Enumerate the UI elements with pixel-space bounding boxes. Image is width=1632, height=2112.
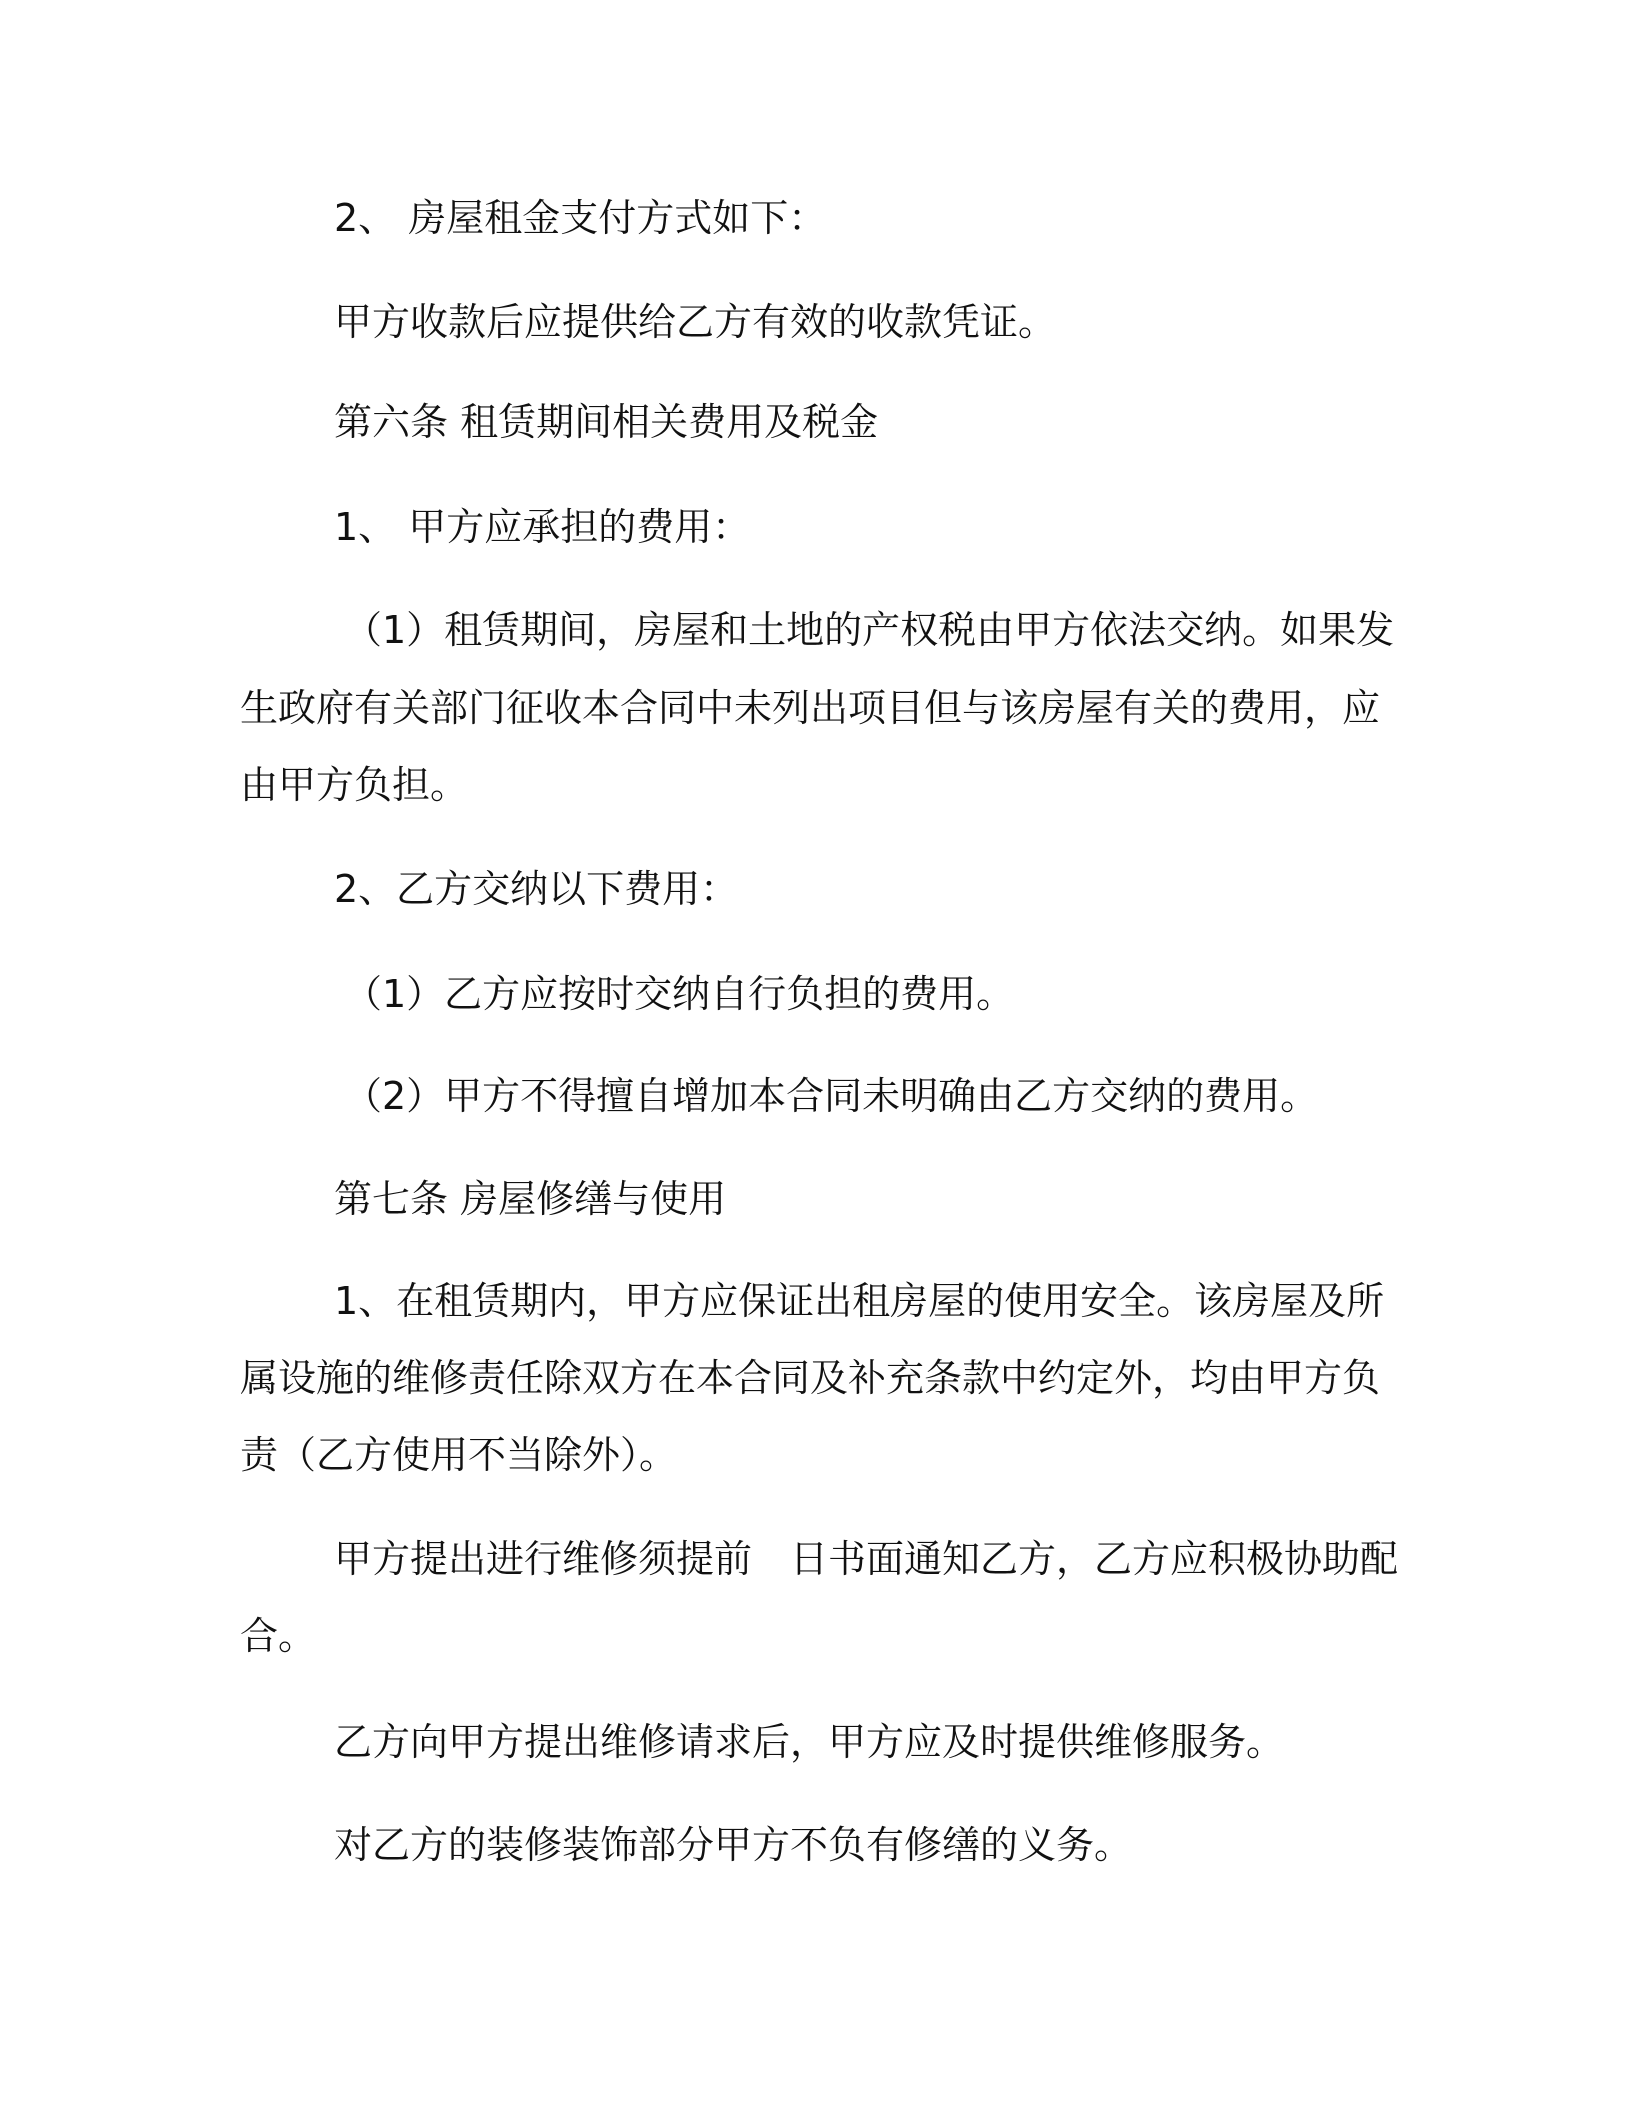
clause-property-tax-line-1: （1）租赁期间，房屋和土地的产权税由甲方依法交纳。如果发 — [344, 608, 1395, 652]
clause-repair-request: 乙方向甲方提出维修请求后，甲方应及时提供维修服务。 — [334, 1720, 1285, 1764]
clause-safety-line-2: 属设施的维修责任除双方在本合同及补充条款中约定外，均由甲方负 — [240, 1356, 1381, 1400]
clause-property-tax-line-3: 由甲方负担。 — [240, 763, 469, 807]
clause-property-tax-line-2: 生政府有关部门征收本合同中未列出项目但与该房屋有关的费用，应 — [240, 686, 1381, 730]
party-a-fees-heading: 1、 甲方应承担的费用： — [334, 505, 751, 549]
clause-repair-notice-line-2: 合。 — [240, 1614, 317, 1658]
payment-method-heading: 2、 房屋租金支付方式如下： — [334, 196, 827, 240]
clause-safety-line-1: 1、在租赁期内，甲方应保证出租房屋的使用安全。该房屋及所 — [334, 1279, 1385, 1323]
clause-no-extra-fees: （2）甲方不得擅自增加本合同未明确由乙方交纳的费用。 — [344, 1074, 1319, 1118]
article-seven-title: 第七条 房屋修缮与使用 — [334, 1177, 727, 1221]
article-six-title: 第六条 租赁期间相关费用及税金 — [334, 400, 879, 444]
clause-decoration: 对乙方的装修装饰部分甲方不负有修缮的义务。 — [334, 1823, 1133, 1867]
receipt-clause: 甲方收款后应提供给乙方有效的收款凭证。 — [334, 300, 1057, 344]
clause-safety-line-3: 责（乙方使用不当除外）。 — [240, 1433, 678, 1477]
party-b-fees-heading: 2、乙方交纳以下费用： — [334, 867, 739, 911]
clause-repair-notice-line-1: 甲方提出进行维修须提前 日书面通知乙方，乙方应积极协助配 — [334, 1537, 1399, 1581]
clause-b-pay-own-fees: （1）乙方应按时交纳自行负担的费用。 — [344, 972, 1015, 1016]
